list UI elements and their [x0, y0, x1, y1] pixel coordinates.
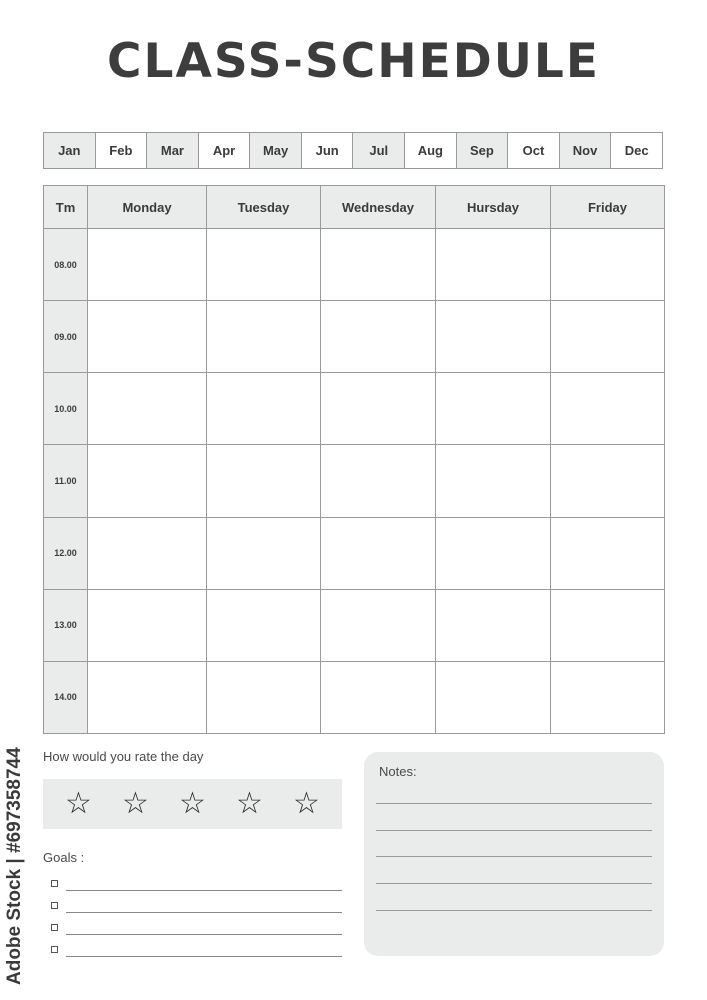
notes-line[interactable] [376, 803, 652, 804]
schedule-cell[interactable] [88, 661, 207, 733]
grid-header-row [44, 186, 665, 229]
time-column-header: Tm [44, 186, 88, 229]
star-icon[interactable]: ☆ [65, 786, 92, 821]
time-row [44, 301, 665, 373]
schedule-cell[interactable] [88, 229, 207, 301]
schedule-cell[interactable] [321, 517, 436, 589]
star-icon[interactable]: ☆ [179, 786, 206, 821]
schedule-grid [43, 185, 665, 734]
month-oct[interactable]: Oct [508, 133, 560, 168]
schedule-cell[interactable] [321, 301, 436, 373]
month-strip [43, 132, 663, 169]
notes-panel[interactable] [364, 752, 664, 956]
day-header-thursday: Hursday [436, 186, 551, 229]
checkbox-icon[interactable] [51, 924, 58, 931]
day-header-tuesday: Tuesday [207, 186, 321, 229]
month-feb[interactable]: Feb [96, 133, 148, 168]
schedule-cell[interactable] [551, 517, 665, 589]
schedule-cell[interactable] [88, 373, 207, 445]
schedule-cell[interactable] [436, 445, 551, 517]
time-label: 13.00 [44, 589, 88, 661]
checkbox-icon[interactable] [51, 902, 58, 909]
schedule-cell[interactable] [321, 373, 436, 445]
stock-watermark: Adobe Stock | #697358744 [4, 747, 25, 985]
schedule-cell[interactable] [207, 517, 321, 589]
star-icon[interactable]: ☆ [293, 786, 320, 821]
schedule-cell[interactable] [551, 589, 665, 661]
schedule-cell[interactable] [321, 589, 436, 661]
time-label: 09.00 [44, 301, 88, 373]
schedule-cell[interactable] [321, 661, 436, 733]
notes-line[interactable] [376, 856, 652, 857]
goal-item[interactable] [51, 921, 342, 935]
month-may[interactable]: May [250, 133, 302, 168]
schedule-cell[interactable] [207, 229, 321, 301]
time-label: 11.00 [44, 445, 88, 517]
schedule-cell[interactable] [207, 301, 321, 373]
month-sep[interactable]: Sep [457, 133, 509, 168]
time-row [44, 445, 665, 517]
notes-line[interactable] [376, 910, 652, 911]
goal-item[interactable] [51, 877, 342, 891]
schedule-cell[interactable] [436, 229, 551, 301]
time-label: 14.00 [44, 661, 88, 733]
time-row [44, 373, 665, 445]
star-icon[interactable]: ☆ [122, 786, 149, 821]
schedule-cell[interactable] [436, 589, 551, 661]
schedule-cell[interactable] [321, 229, 436, 301]
month-mar[interactable]: Mar [147, 133, 199, 168]
month-apr[interactable]: Apr [199, 133, 251, 168]
goal-item[interactable] [51, 943, 342, 957]
schedule-cell[interactable] [207, 589, 321, 661]
notes-line[interactable] [376, 830, 652, 831]
checkbox-icon[interactable] [51, 880, 58, 887]
day-header-monday: Monday [88, 186, 207, 229]
goal-item[interactable] [51, 899, 342, 913]
schedule-cell[interactable] [88, 445, 207, 517]
time-label: 12.00 [44, 517, 88, 589]
schedule-cell[interactable] [207, 373, 321, 445]
month-jan[interactable]: Jan [44, 133, 96, 168]
goal-line[interactable] [66, 889, 342, 891]
time-row [44, 661, 665, 733]
goal-line[interactable] [66, 933, 342, 935]
day-header-wednesday: Wednesday [321, 186, 436, 229]
rating-label: How would you rate the day [43, 749, 204, 764]
checkbox-icon[interactable] [51, 946, 58, 953]
notes-label: Notes: [379, 764, 417, 779]
schedule-cell[interactable] [551, 445, 665, 517]
time-row [44, 589, 665, 661]
star-icon[interactable]: ☆ [236, 786, 263, 821]
goal-line[interactable] [66, 911, 342, 913]
month-nov[interactable]: Nov [560, 133, 612, 168]
schedule-cell[interactable] [436, 517, 551, 589]
schedule-cell[interactable] [551, 661, 665, 733]
time-label: 10.00 [44, 373, 88, 445]
schedule-cell[interactable] [321, 445, 436, 517]
time-label: 08.00 [44, 229, 88, 301]
schedule-cell[interactable] [436, 661, 551, 733]
time-row [44, 517, 665, 589]
schedule-cell[interactable] [88, 589, 207, 661]
time-row [44, 229, 665, 301]
goal-line[interactable] [66, 955, 342, 957]
schedule-cell[interactable] [88, 517, 207, 589]
month-dec[interactable]: Dec [624, 143, 649, 158]
month-jul[interactable]: Jul [353, 133, 405, 168]
schedule-cell[interactable] [551, 373, 665, 445]
schedule-cell[interactable] [551, 301, 665, 373]
day-header-friday: Friday [551, 186, 665, 229]
page-title: CLASS-SCHEDULE [107, 34, 600, 89]
schedule-cell[interactable] [551, 229, 665, 301]
star-rating [43, 779, 342, 829]
schedule-cell[interactable] [207, 445, 321, 517]
schedule-cell[interactable] [207, 661, 321, 733]
schedule-cell[interactable] [88, 301, 207, 373]
schedule-cell[interactable] [436, 373, 551, 445]
goals-label: Goals : [43, 850, 85, 865]
month-aug[interactable]: Aug [405, 133, 457, 168]
schedule-cell[interactable] [436, 301, 551, 373]
notes-line[interactable] [376, 883, 652, 884]
month-jun[interactable]: Jun [302, 133, 354, 168]
